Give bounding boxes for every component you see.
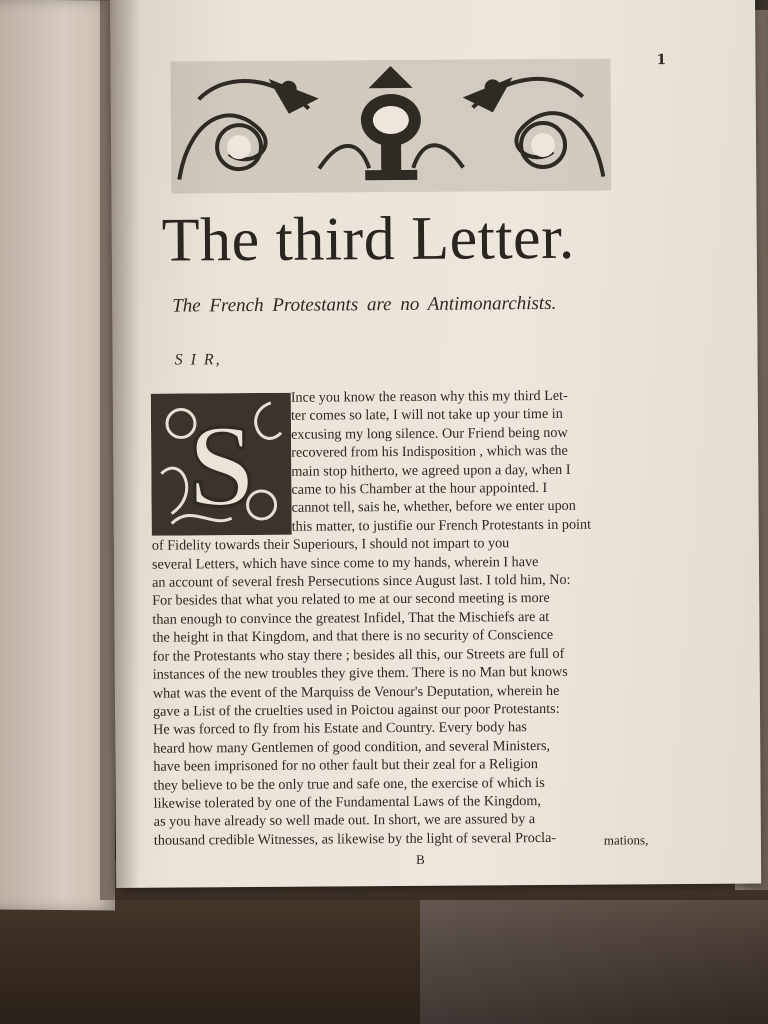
ornamental-headpiece: [168, 56, 613, 195]
text-line: they believe to be the only true and safe one, the exercise of which is: [153, 774, 545, 794]
text-line: of Fidelity towards their Superiours, I should not impart to you: [151, 535, 510, 554]
text-line: an account of several fresh Persecutions since August last. I told him, No:: [152, 571, 571, 591]
text-line: He was forced to fly from his Estate and Country. Every body has: [153, 719, 527, 739]
left-page: [0, 0, 115, 911]
text-line: likewise tolerated by one of the Fundamental Laws of the Kingdom,: [153, 792, 541, 812]
text-line: instances of the new troubles they give them. There is no Man but knows: [152, 663, 568, 683]
text-line: came to his Chamber at the hour appointed. I: [291, 479, 548, 498]
catchword: mations,: [603, 832, 649, 848]
text-line: as you have already so well made out. In short, we are assured by a: [153, 811, 536, 831]
text-line: heard how many Gentlemen of good condition, and several Ministers,: [153, 737, 551, 757]
text-line: the height in that Kingdom, and that there is no security of Conscience: [152, 627, 554, 647]
text-line: excusing my long silence. Our Friend being now: [291, 424, 568, 443]
text-line: For besides that what you related to me at our second meeting is more: [152, 590, 550, 610]
chapter-title: The third Letter.: [161, 203, 576, 275]
text-line: cannot tell, sais he, whether, before we enter upon: [291, 498, 576, 517]
text-line: have been imprisoned for no other fault but their zeal for a Religion: [153, 756, 538, 775]
text-line: this matter, to justifie our French Protestants in point: [291, 516, 592, 535]
text-line: recovered from his Indisposition , which was the: [291, 443, 568, 461]
text-line: than enough to convince the greatest Infidel, That the Mischiefs are at: [152, 608, 550, 628]
glass-reflection: [420, 880, 768, 1024]
text-line: gave a List of the cruelties used in Poictou against our poor Protestants:: [152, 700, 560, 720]
chapter-subtitle: The French Protestants are no Antimonarchists.: [172, 292, 557, 317]
text-line: what was the event of the Marquiss de Venour's Deputation, wherein he: [152, 682, 560, 702]
text-line: main stop hitherto, we agreed upon a day, when I: [291, 461, 571, 480]
text-line: ter comes so late, I will not take up your time in: [290, 406, 563, 425]
spine-shadow: [100, 0, 140, 900]
text-line: several Letters, which have since come to my hands, wherein I have: [151, 553, 539, 573]
page-number: 1: [656, 52, 667, 69]
text-line: thousand credible Witnesses, as likewise by the light of several Procla-: [153, 829, 557, 849]
drop-cap-letter: S: [188, 400, 255, 532]
salutation: S I R,: [174, 351, 222, 369]
signature-mark: B: [415, 851, 425, 867]
right-page: [110, 0, 761, 888]
letter-body: [151, 386, 654, 850]
text-line: Ince you know the reason why this my third Let-: [290, 387, 568, 406]
text-line: for the Protestants who stay there ; besides all this, our Streets are full of: [152, 645, 565, 665]
